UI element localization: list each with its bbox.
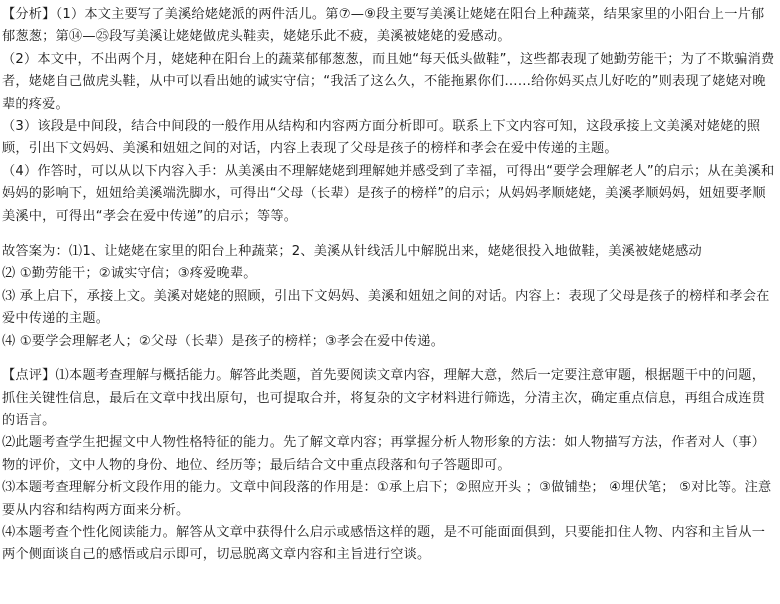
analysis-paragraph-2: （2）本文中，不出两个月，姥姥种在阳台上的蔬菜郁郁葱葱，而且她“每天低头做鞋”，这些都表现了她勤劳能干；为了不欺骗消费者，姥姥自己做虎头鞋，从中可以看出她的诚实守信；“我活了这么久，不能拖累你们……给你妈买点儿好吃的”则表现了姥姥对晚辈的疼爱。 bbox=[2, 51, 775, 112]
analysis-text-1: （1）本文主要写了美溪给姥姥派的两件活儿。第⑦—⑨段主要写美溪让姥姥在阳台上种蔬菜，结果家里的小阳台上一片郁郁葱葱；第⑭—㉕段写美溪让姥姥做虎头鞋卖，姥姥乐此不疲，美溪被姥姥的爱感动。 bbox=[2, 7, 765, 45]
comment-paragraph-2: ⑵此题考查学生把握文中人物性格特征的能力。先了解文章内容；再掌握分析人物形象的方法：如人物描写方法，作者对人（事）物的评价，文中人物的身份、地位、经历等；最后结合文中重点段落和句子答题即可。 bbox=[2, 435, 766, 473]
answer-section bbox=[2, 241, 777, 353]
analysis-paragraph-4: （4）作答时，可以从以下内容入手：从美溪由不理解姥姥到理解她并感受到了幸福，可得出“要学会理解老人”的启示；从在美溪和妈妈的影响下，妞妞给美溪端洗脚水，可得出“父母（长辈）是孩子的榜样”的启示；从妈妈孝顺姥姥，美溪孝顺妈妈，妞妞要孝顺美溪中，可得出“孝会在爱中传递”的启示；等等。 bbox=[2, 163, 775, 224]
section-spacer bbox=[2, 228, 777, 241]
comment-paragraph-1: 【点评】⑴本题考查理解与概括能力。解答此类题，首先要阅读文章内容，理解大意，然后一定要注意审题，根据题干中的问题，抓住关键性信息，最后在文章中找出原句，也可提取合并，将复杂的文字材料进行筛选，分清主次，确定重点信息，再组合成连贯的语言。 bbox=[2, 368, 766, 428]
analysis-paragraph-3: （3）该段是中间段，结合中间段的一般作用从结构和内容两方面分析即可。联系上下文内容可知，这段承接上文美溪对姥姥的照顾，引出下文妈妈、美溪和妞妞之间的对话，内容上表现了父母是孩子的榜样和孝会在爱中传递的主题。 bbox=[2, 119, 761, 157]
analysis-paragraph-1 bbox=[2, 4, 777, 49]
analysis-section bbox=[2, 4, 777, 228]
answer-line-3: ⑶ 承上启下，承接上文。美溪对姥姥的照顾，引出下文妈妈、美溪和妞妞之间的对话。内容上：表现了父母是孩子的榜样和孝会在爱中传递的主题。 bbox=[2, 288, 770, 327]
answer-line-2: ⑵ ①勤劳能干；②诚实守信；③疼爱晚辈。 bbox=[2, 266, 257, 282]
comment-section bbox=[2, 365, 777, 567]
section-spacer bbox=[2, 353, 777, 365]
comment-paragraph-3: ⑶本题考查理解分析文段作用的能力。文章中间段落的作用是：①承上启下；②照应开头 ；③做铺垫； ④埋伏笔； ⑤对比等。注意要从内容和结构两方面来分析。 bbox=[2, 480, 772, 518]
answer-line-1: 故答案为：⑴1、让姥姥在家里的阳台上种蔬菜；2、美溪从针线活儿中解脱出来，姥姥很投入地做鞋，美溪被姥姥感动 bbox=[2, 244, 702, 260]
answer-line-4: ⑷ ①要学会理解老人；②父母（长辈）是孩子的榜样；③孝会在爱中传递。 bbox=[2, 333, 445, 349]
analysis-label: 【分析】 bbox=[2, 7, 56, 22]
comment-paragraph-4: ⑷本题考查个性化阅读能力。解答从文章中获得什么启示或感悟这样的题，是不可能面面俱到，只要能扣住人物、内容和主旨从一两个侧面谈自己的感悟或启示即可，切忌脱离文章内容和主旨进行空谈。 bbox=[2, 524, 766, 563]
